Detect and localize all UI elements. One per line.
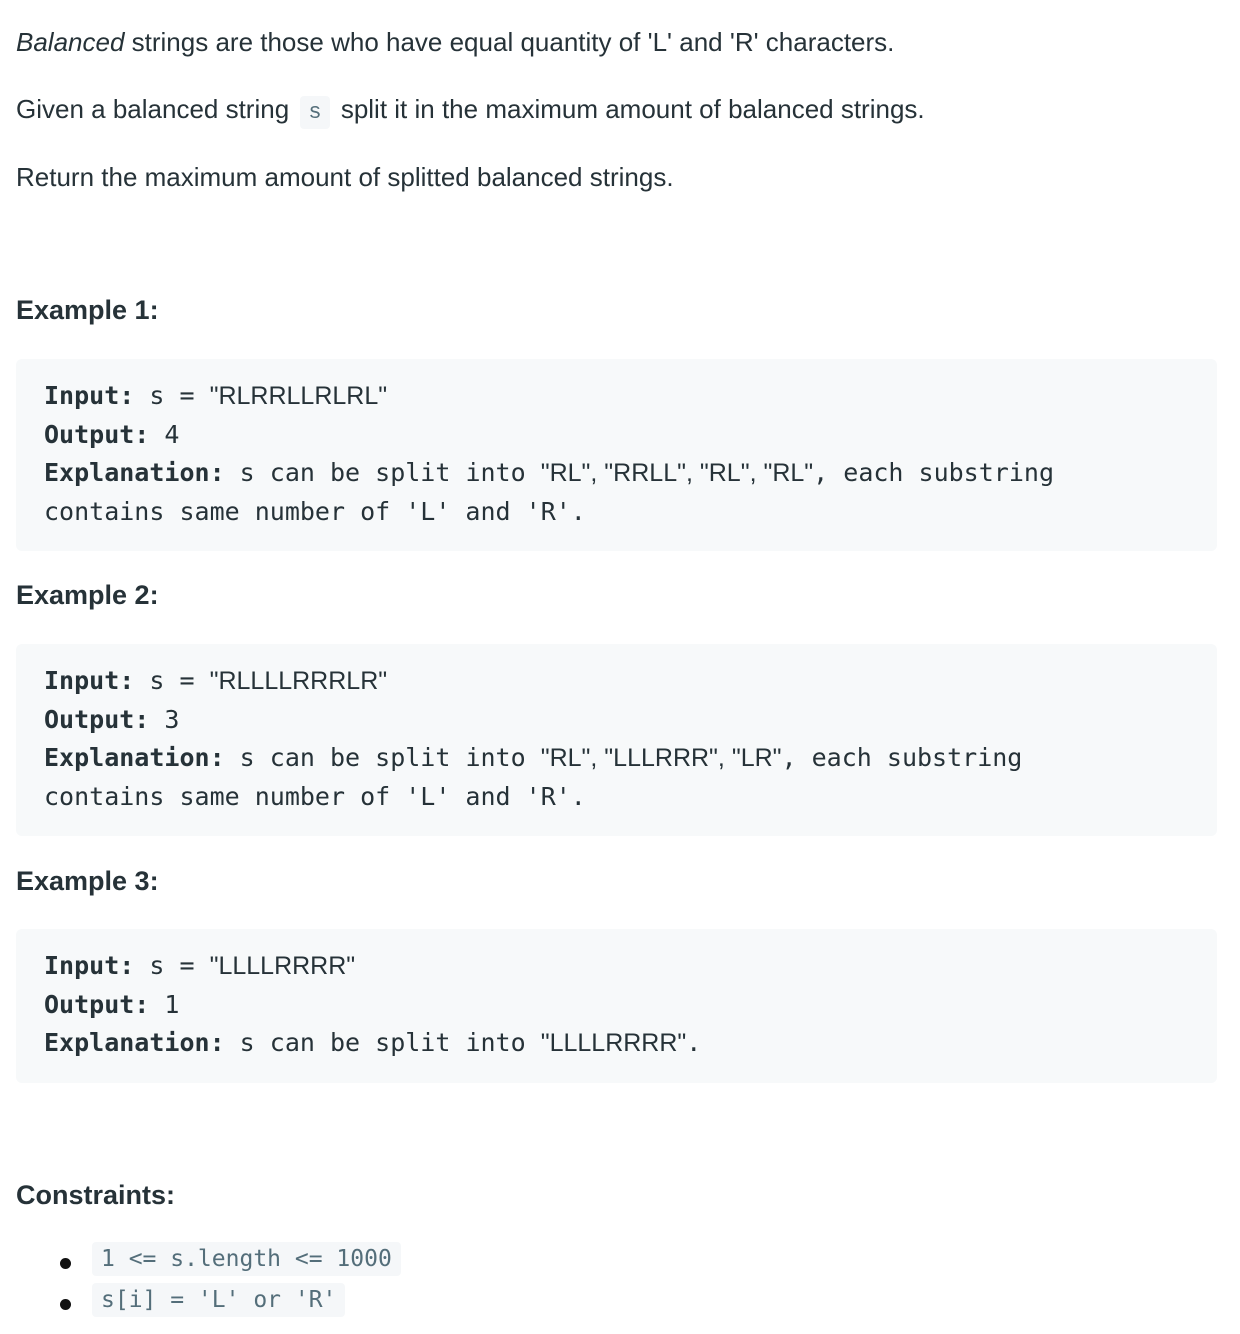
input-string: "RLRRLLRLRL": [209, 382, 388, 410]
input-string: "RLLLLRRRLR": [209, 667, 388, 695]
example-explanation-line-2: contains same number of 'L' and 'R'.: [44, 496, 586, 526]
input-code: s =: [134, 381, 210, 410]
explanation-text-c: , each substring: [781, 743, 1023, 772]
explanation-text-c: , each substring: [813, 458, 1054, 487]
example-3-block: [16, 929, 1217, 1083]
explanation-text-a: s can be split into: [224, 1028, 541, 1057]
output-label: Output:: [44, 419, 150, 449]
example-output-line: [44, 701, 1189, 740]
intro-paragraph-2: [16, 91, 925, 131]
explanation-strings: "LLLLRRRR": [540, 1029, 687, 1057]
explanation-label: Explanation:: [44, 458, 225, 487]
inline-code-s: s: [300, 96, 329, 129]
example-input-line: [44, 662, 1189, 701]
constraints-heading: Constraints:: [16, 1180, 176, 1210]
list-item: [0, 1246, 401, 1287]
balanced-term: Balanced: [16, 27, 125, 57]
example-explanation-line: [44, 739, 1189, 778]
output-label: Output:: [44, 704, 150, 734]
input-code: s =: [134, 951, 210, 980]
constraint-code: 1 <= s.length <= 1000: [92, 1242, 401, 1276]
constraint-code: s[i] = 'L' or 'R': [92, 1283, 345, 1317]
example-input-line: [44, 377, 1189, 416]
explanation-text-c: .: [686, 1028, 702, 1057]
intro-paragraph-1: [16, 24, 894, 60]
constraints-list: [0, 1246, 401, 1328]
explanation-strings: "RL", "RRLL", "RL", "RL": [540, 459, 814, 487]
example-output-line: [44, 416, 1189, 455]
explanation-text-a: s can be split into: [224, 458, 541, 487]
intro-paragraph-3: Return the maximum amount of splitted balanced strings.: [16, 162, 674, 192]
output-label: Output:: [44, 989, 150, 1019]
explanation-strings: "RL", "LLLRRR", "LR": [540, 744, 782, 772]
bullet-icon: [60, 1299, 71, 1310]
example-2-heading: Example 2:: [16, 580, 159, 610]
example-3-heading: Example 3:: [16, 866, 159, 896]
intro-p2-before: Given a balanced string: [16, 94, 297, 124]
input-code: s =: [134, 666, 210, 695]
output-value: 3: [149, 704, 180, 734]
list-item: [0, 1287, 401, 1328]
example-1-heading: Example 1:: [16, 295, 159, 325]
input-label: Input:: [44, 666, 135, 695]
example-1-block: [16, 359, 1217, 551]
example-explanation-line: [44, 1024, 1189, 1063]
intro-p1-text: strings are those who have equal quantity of 'L' and 'R' characters.: [124, 27, 895, 57]
example-explanation-line-2: contains same number of 'L' and 'R'.: [44, 781, 586, 811]
input-label: Input:: [44, 381, 135, 410]
input-label: Input:: [44, 951, 135, 980]
intro-p2-after: split it in the maximum amount of balanced strings.: [333, 94, 925, 124]
bullet-icon: [60, 1258, 71, 1269]
example-explanation-line: [44, 454, 1189, 493]
explanation-label: Explanation:: [44, 1028, 225, 1057]
explanation-label: Explanation:: [44, 743, 225, 772]
output-value: 4: [149, 419, 180, 449]
example-output-line: [44, 986, 1189, 1025]
input-string: "LLLLRRRR": [209, 952, 356, 980]
output-value: 1: [149, 989, 180, 1019]
example-2-block: [16, 644, 1217, 836]
explanation-text-a: s can be split into: [224, 743, 541, 772]
example-input-line: [44, 947, 1189, 986]
